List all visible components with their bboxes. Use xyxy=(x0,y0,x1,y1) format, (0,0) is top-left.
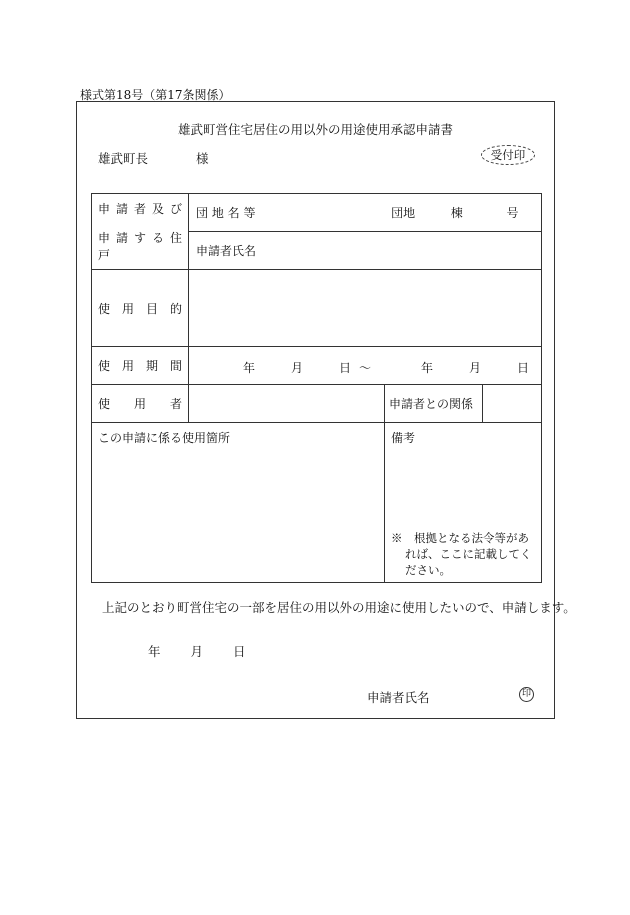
remarks-label: 備考 xyxy=(391,431,416,445)
remarks-note-line-1: ※ 根拠となる法令等があ xyxy=(391,531,529,545)
period-label-cell xyxy=(92,347,189,385)
purpose-field[interactable] xyxy=(189,270,542,347)
purpose-label-cell xyxy=(92,270,189,347)
application-statement: 上記のとおり町営住宅の一部を居住の用以外の用途に使用したいので、申請します。 xyxy=(102,600,576,615)
user-field[interactable] xyxy=(189,385,385,423)
applicant-label-line-2: 申 請 す る 住 戸 xyxy=(98,231,182,262)
relation-field[interactable] xyxy=(483,385,542,423)
period-label: 使 用 期 間 xyxy=(98,359,183,373)
remarks-note xyxy=(391,530,541,578)
user-label: 使 用 者 xyxy=(98,397,183,411)
relation-label-cell xyxy=(385,385,483,423)
period-month-2: 月 xyxy=(469,360,482,375)
signature-label: 申請者氏名 xyxy=(367,690,430,705)
form-number-label: 様式第18号（第17条関係） xyxy=(80,88,231,102)
application-table xyxy=(91,193,542,583)
date-month: 月 xyxy=(190,644,203,659)
honorific: 様 xyxy=(196,151,209,166)
period-field[interactable] xyxy=(189,347,542,385)
seal-icon: 印 xyxy=(519,687,534,702)
location-field[interactable] xyxy=(92,423,385,583)
building-suffix: 棟 xyxy=(450,206,463,220)
relation-label: 申請者との関係 xyxy=(389,397,474,411)
period-year-2: 年 xyxy=(421,360,434,375)
danchi-name-label: 団 地 名 等 xyxy=(196,206,256,220)
date-year: 年 xyxy=(148,644,161,659)
period-day-1: 日 xyxy=(339,360,352,375)
addressee: 雄武町長 xyxy=(98,151,149,166)
period-month-1: 月 xyxy=(291,360,304,375)
period-tilde: ～ xyxy=(359,360,372,375)
danchi-name-field[interactable] xyxy=(189,194,542,232)
reception-stamp: 受付印 xyxy=(481,145,535,165)
applicant-name-label: 申請者氏名 xyxy=(196,244,257,258)
applicant-name-field[interactable] xyxy=(189,232,542,270)
danchi-suffix: 団地 xyxy=(391,206,416,220)
remarks-note-line-3: ださい。 xyxy=(405,563,451,577)
user-label-cell xyxy=(92,385,189,423)
remarks-field[interactable] xyxy=(385,423,542,583)
date-day: 日 xyxy=(232,644,246,659)
period-day-2: 日 xyxy=(517,360,530,375)
number-suffix: 号 xyxy=(506,206,519,220)
applicant-label-line-1: 申 請 者 及 び xyxy=(98,202,182,216)
location-label: この申請に係る使用箇所 xyxy=(98,431,231,445)
application-date[interactable] xyxy=(148,642,245,660)
form-title: 雄武町営住宅居住の用以外の用途使用承認申請書 xyxy=(177,122,453,137)
purpose-label: 使 用 目 的 xyxy=(98,301,183,316)
applicant-unit-label-cell xyxy=(92,194,189,270)
period-year-1: 年 xyxy=(243,360,256,375)
remarks-note-line-2: れば、ここに記載してく xyxy=(405,547,532,561)
